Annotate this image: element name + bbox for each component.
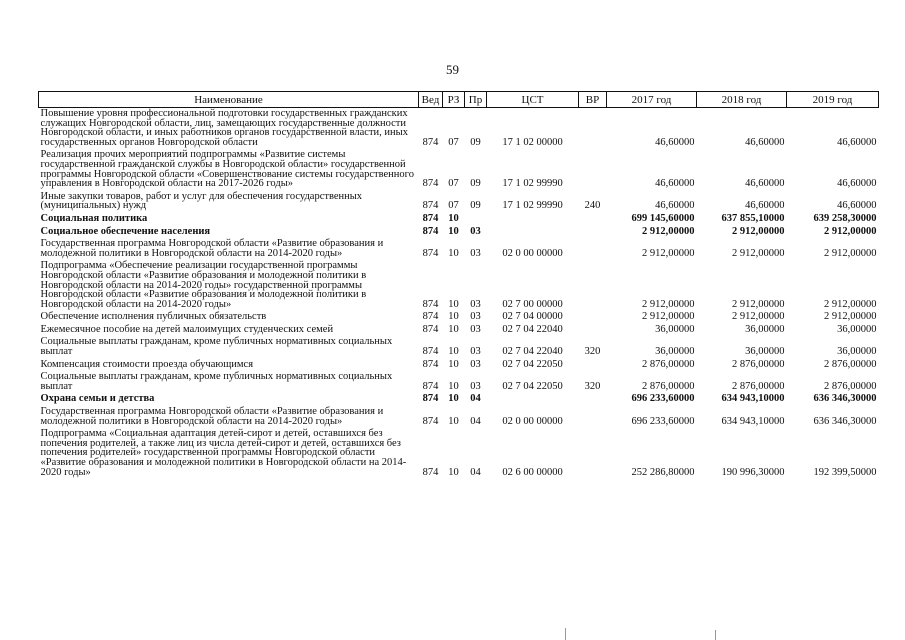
cell-y2017: 46,60000: [655, 178, 695, 190]
cell-rz: 10: [448, 393, 459, 405]
cell-y2018: 634 943,10000: [721, 393, 785, 405]
table-row: [39, 371, 879, 393]
cell-name: Социальное обеспечение населения: [40, 225, 211, 237]
cell-cst: 17 1 02 99990: [502, 178, 563, 190]
cell-y2017: 2 876,00000: [642, 358, 695, 370]
cell-y2017: 2 912,00000: [642, 225, 695, 237]
cell-rz: 07: [448, 178, 459, 190]
cell-pr: 04: [470, 466, 481, 478]
col-header-2018: 2018 год: [697, 92, 787, 108]
cell-y2019: 2 876,00000: [824, 358, 877, 370]
cell-y2017: 36,00000: [655, 323, 695, 335]
col-header-pr: Пр: [465, 92, 487, 108]
cell-y2018: 2 912,00000: [732, 247, 785, 259]
cell-vr: [579, 311, 607, 324]
cell-pr: 03: [470, 358, 481, 370]
cell-cst: 02 7 04 22050: [502, 358, 563, 370]
cell-y2018: 2 912,00000: [732, 311, 785, 323]
col-header-2019: 2019 год: [787, 92, 879, 108]
cell-y2017: 252 286,80000: [631, 466, 695, 478]
table-row: [39, 428, 879, 479]
cell-name: Подпрограмма «Обеспечение реализации государственной программы Новгородской области «Развитие образования и молодежной политики в Новгородской области на 2014-2020 годы» государственной программы Новгородской области «Развитие образования и молодежной политики в Новгородской области на 2014-2020 годы»: [40, 260, 367, 310]
cell-rz: 10: [448, 247, 459, 259]
cell-rz: 10: [448, 358, 459, 370]
table-row: [39, 238, 879, 260]
cell-ved: 874: [422, 298, 439, 310]
cell-rz: 10: [448, 225, 459, 237]
cell-cst: 02 7 04 22040: [502, 346, 563, 358]
cell-ved: 874: [422, 415, 439, 427]
cell-ved: 874: [422, 311, 439, 323]
cell-pr: 03: [470, 323, 481, 335]
cell-rz: 07: [448, 136, 459, 148]
cell-ved: 874: [422, 178, 439, 190]
cell-y2018: 46,60000: [745, 200, 785, 212]
col-header-cst: ЦСТ: [487, 92, 579, 108]
cell-name: Государственная программа Новгородской области «Развитие образования и молодежной политики в Новгородской области на 2014-2020 годы»: [40, 406, 384, 427]
cell-pr: 03: [470, 298, 481, 310]
table-body: [39, 108, 879, 480]
cell-vr: 320: [584, 380, 601, 392]
cell-pr: 09: [470, 136, 481, 148]
cell-y2017: 2 876,00000: [642, 380, 695, 392]
cell-name: Повышение уровня профессиональной подготовки государственных гражданских служащих Новгородской области, лиц, замещающих государственные должности Новгородской области, и иных работников органов государственной власти, иных государственных органов Новгородской области: [40, 108, 408, 148]
cell-vr: [579, 428, 607, 479]
col-header-name: Наименование: [39, 92, 419, 108]
cell-vr: [579, 406, 607, 428]
cell-ved: 874: [422, 393, 439, 405]
cell-y2019: 2 912,00000: [824, 247, 877, 259]
cell-y2019: 636 346,30000: [813, 393, 877, 405]
cell-pr: 09: [470, 200, 481, 212]
cell-y2017: 46,60000: [655, 200, 695, 212]
cell-y2018: 2 876,00000: [732, 358, 785, 370]
cell-name: Социальная политика: [40, 212, 148, 224]
cell-y2017: 2 912,00000: [642, 247, 695, 259]
cell-y2019: 2 912,00000: [824, 298, 877, 310]
cell-ved: 874: [422, 380, 439, 392]
cell-name: Обеспечение исполнения публичных обязательств: [40, 311, 267, 323]
cell-y2019: 639 258,30000: [813, 212, 877, 224]
cell-y2019: 2 912,00000: [824, 311, 877, 323]
cell-y2019: 36,00000: [837, 323, 877, 335]
cell-rz: 07: [448, 200, 459, 212]
cell-vr: [579, 393, 607, 406]
table-row: [39, 406, 879, 428]
cell-name: Подпрограмма «Социальная адаптация детей-сирот и детей, оставшихся без попечения родителей, а также лиц из числа детей-сирот и детей, оставшихся без попечения родителей» государственной программы Новгородской области «Развитие образования и молодежной политики в Новгородской области на 2014-2020 годы»: [40, 428, 407, 478]
cell-ved: 874: [422, 323, 439, 335]
cell-cst: [487, 393, 579, 406]
table-row: [39, 191, 879, 213]
cell-y2019: 46,60000: [837, 136, 877, 148]
cell-cst: 02 6 00 00000: [502, 466, 563, 478]
cell-vr: [579, 359, 607, 372]
cell-y2017: 696 233,60000: [631, 393, 695, 405]
cell-ved: 874: [422, 247, 439, 259]
cell-vr: [579, 260, 607, 311]
cell-cst: [487, 213, 579, 226]
cell-name: Социальные выплаты гражданам, кроме публичных нормативных социальных выплат: [40, 336, 393, 358]
cell-rz: 10: [448, 346, 459, 358]
cell-y2019: 636 346,30000: [813, 415, 877, 427]
cell-cst: 02 0 00 00000: [502, 247, 563, 259]
cell-name: Охрана семьи и детства: [40, 393, 155, 405]
cell-name: Иные закупки товаров, работ и услуг для обеспечения государственных (муниципальных) нужд: [40, 190, 363, 212]
cell-cst: 02 7 04 22050: [502, 380, 563, 392]
cell-vr: [579, 226, 607, 239]
cell-ved: 874: [422, 200, 439, 212]
cell-y2018: 2 912,00000: [732, 298, 785, 310]
table-row: [39, 213, 879, 226]
cell-vr: 240: [584, 200, 601, 212]
col-header-vr: ВР: [579, 92, 607, 108]
cell-y2018: 190 996,30000: [721, 466, 785, 478]
cell-rz: 10: [448, 311, 459, 323]
cell-ved: 874: [422, 358, 439, 370]
scan-mark: [565, 628, 566, 640]
cell-y2019: 36,00000: [837, 346, 877, 358]
cell-y2018: 637 855,10000: [721, 212, 785, 224]
cell-pr: 03: [470, 247, 481, 259]
col-header-ved: Вед: [419, 92, 443, 108]
cell-rz: 10: [448, 298, 459, 310]
cell-vr: [579, 108, 607, 150]
cell-ved: 874: [422, 212, 439, 224]
scan-mark: [715, 630, 716, 640]
table-row: [39, 336, 879, 358]
cell-pr: 04: [470, 393, 481, 405]
cell-pr: 03: [470, 380, 481, 392]
table-row: [39, 149, 879, 190]
table-header: [39, 92, 879, 108]
cell-name: Государственная программа Новгородской области «Развитие образования и молодежной политики в Новгородской области на 2014-2020 годы»: [40, 238, 384, 259]
cell-y2018: 634 943,10000: [721, 415, 785, 427]
cell-y2019: 46,60000: [837, 178, 877, 190]
cell-name: Реализация прочих мероприятий подпрограммы «Развитие системы государственной гражданской службы в Новгородской области» государственной программы Новгородской области «Совершенствование системы государственного управления в Новгородской области на 2017-2026 годы»: [40, 149, 414, 190]
cell-name: Социальные выплаты гражданам, кроме публичных нормативных социальных выплат: [40, 371, 393, 392]
budget-table: [38, 91, 879, 479]
cell-vr: [579, 324, 607, 337]
col-header-2017: 2017 год: [607, 92, 697, 108]
cell-pr: 03: [470, 225, 481, 237]
cell-y2019: 2 912,00000: [824, 225, 877, 237]
cell-pr: 09: [470, 178, 481, 190]
cell-vr: 320: [584, 346, 601, 358]
cell-y2017: 36,00000: [655, 346, 695, 358]
cell-y2019: 192 399,50000: [813, 466, 877, 478]
cell-y2017: 696 233,60000: [631, 415, 695, 427]
cell-pr: 03: [470, 346, 481, 358]
cell-y2017: 46,60000: [655, 136, 695, 148]
cell-cst: 02 0 00 00000: [502, 415, 563, 427]
cell-y2018: 36,00000: [745, 346, 785, 358]
cell-cst: 02 7 00 00000: [502, 298, 563, 310]
table-row: [39, 359, 879, 372]
cell-vr: [579, 213, 607, 226]
cell-pr: [465, 213, 487, 226]
cell-pr: 03: [470, 311, 481, 323]
cell-y2018: 2 912,00000: [732, 225, 785, 237]
cell-ved: 874: [422, 136, 439, 148]
cell-y2017: 2 912,00000: [642, 311, 695, 323]
cell-rz: 10: [448, 466, 459, 478]
cell-y2019: 2 876,00000: [824, 380, 877, 392]
cell-y2018: 46,60000: [745, 178, 785, 190]
cell-rz: 10: [448, 380, 459, 392]
cell-cst: 02 7 04 22040: [502, 323, 563, 335]
cell-ved: 874: [422, 225, 439, 237]
cell-y2017: 2 912,00000: [642, 298, 695, 310]
table-row: [39, 324, 879, 337]
cell-y2019: 46,60000: [837, 200, 877, 212]
cell-name: Ежемесячное пособие на детей малоимущих студенческих семей: [40, 323, 334, 335]
col-header-rz: РЗ: [443, 92, 465, 108]
table-row: [39, 226, 879, 239]
cell-ved: 874: [422, 346, 439, 358]
table-row: [39, 260, 879, 311]
cell-ved: 874: [422, 466, 439, 478]
cell-y2018: 36,00000: [745, 323, 785, 335]
table-row: [39, 311, 879, 324]
cell-cst: 17 1 02 00000: [502, 136, 563, 148]
cell-cst: 17 1 02 99990: [502, 200, 563, 212]
page-number: 59: [446, 62, 459, 77]
cell-y2018: 46,60000: [745, 136, 785, 148]
cell-y2018: 2 876,00000: [732, 380, 785, 392]
cell-pr: 04: [470, 415, 481, 427]
table-row: [39, 393, 879, 406]
table-row: [39, 108, 879, 150]
cell-vr: [579, 149, 607, 190]
cell-name: Компенсация стоимости проезда обучающимся: [40, 358, 254, 370]
cell-rz: 10: [448, 212, 459, 224]
cell-y2017: 699 145,60000: [631, 212, 695, 224]
cell-cst: 02 7 04 00000: [502, 311, 563, 323]
cell-rz: 10: [448, 415, 459, 427]
cell-cst: [487, 226, 579, 239]
cell-rz: 10: [448, 323, 459, 335]
cell-vr: [579, 238, 607, 260]
